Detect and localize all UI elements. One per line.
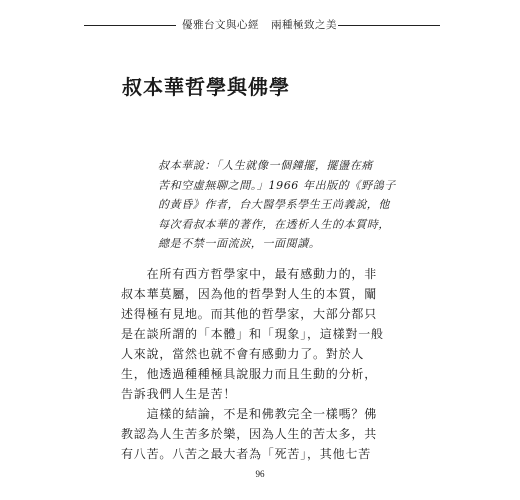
epigraph-line: 的黃昏》作者，台大醫學系學生王尚義說，他 — [158, 198, 390, 211]
header-rule-left — [84, 25, 176, 26]
body-text — [121, 264, 421, 464]
epigraph-line: 苦和空虛無聊之間。」1966 年出版的《野鴿子 — [158, 178, 396, 192]
body-line: 人來說，當然也就不會有感動力了。對於人 — [121, 347, 365, 361]
epigraph-line: 叔本華說：「人生就像一個鐘擺，擺盪在痛 — [158, 159, 373, 172]
running-header — [84, 17, 440, 33]
header-left-title: 優雅台文與心經 — [182, 19, 259, 31]
header-rule-right — [338, 25, 440, 26]
chapter-title: 叔本華哲學與佛學 — [122, 75, 290, 99]
body-line: 告訴我們人生是苦！ — [121, 387, 237, 401]
body-line: 生，他透過種種極具說服力而且生動的分析， — [121, 367, 378, 381]
body-line: 在所有西方哲學家中，最有感動力的，非 — [121, 267, 378, 281]
body-line: 這樣的結論，不是和佛教完全一樣嗎？佛 — [121, 407, 378, 421]
epigraph-quote — [158, 156, 418, 254]
body-line: 是在談所謂的「本體」和「現象」，這樣對一般 — [121, 327, 384, 341]
page-number: 96 — [255, 469, 265, 479]
body-line: 述得極有見地。而其他的哲學家，大部分都只 — [121, 307, 378, 321]
body-line: 教認為人生苦多於樂，因為人生的苦太多，共 — [121, 427, 378, 441]
header-right-title: 兩種極致之美 — [271, 19, 337, 31]
epigraph-line: 總是不禁一面流淚，一面閱讀。 — [158, 237, 321, 250]
body-line: 叔本華莫屬，因為他的哲學對人生的本質，闡 — [121, 287, 378, 301]
epigraph-line: 每次看叔本華的著作，在透析人生的本質時， — [158, 217, 390, 231]
header-text — [182, 17, 337, 33]
body-line: 有八苦。八苦之最大者為「死苦」，其他七苦 — [121, 447, 372, 461]
